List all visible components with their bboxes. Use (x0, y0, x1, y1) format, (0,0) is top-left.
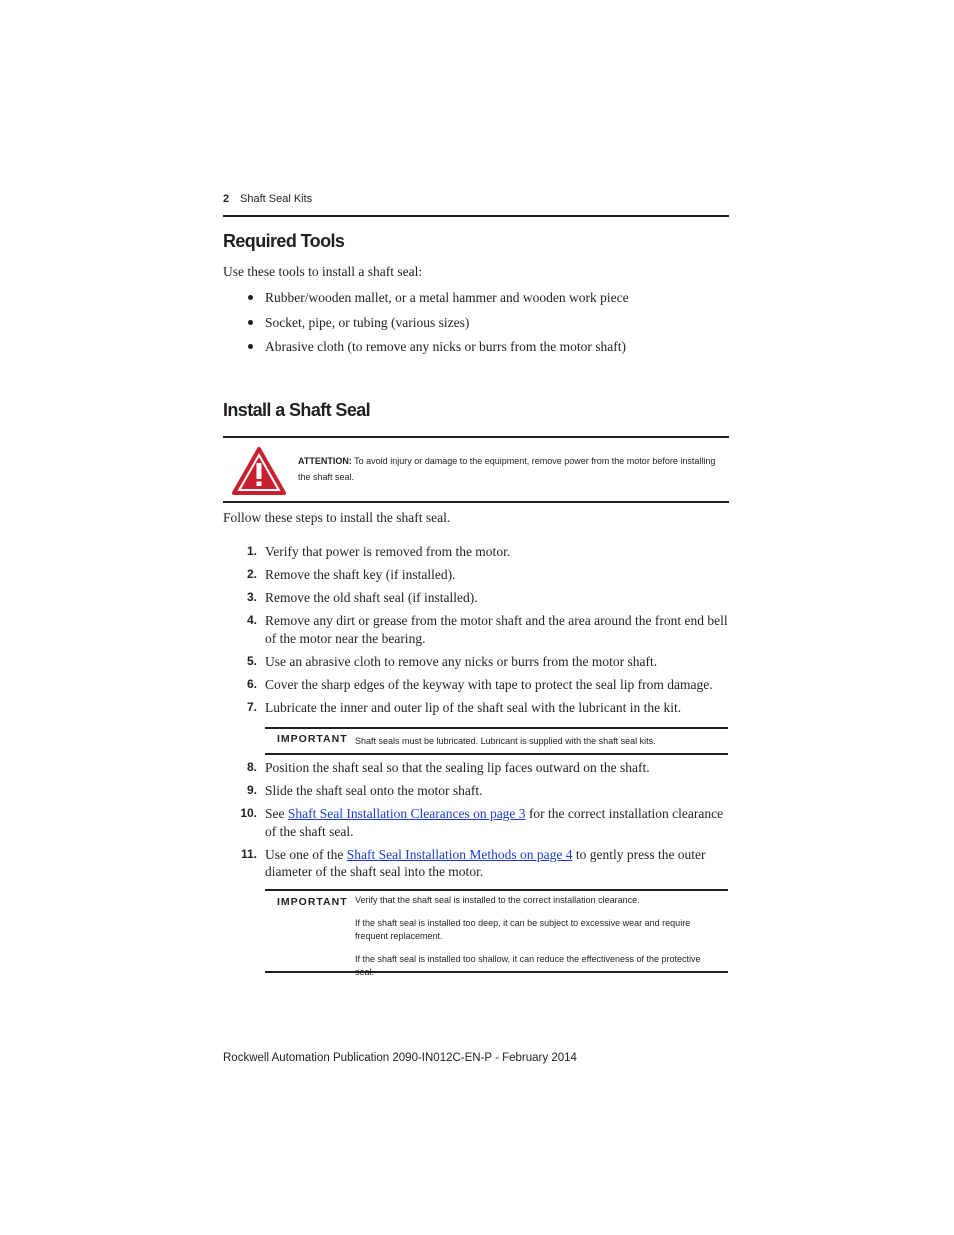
bullet-icon (248, 320, 253, 325)
list-item: Socket, pipe, or tubing (various sizes) (223, 314, 729, 339)
bullet-icon (248, 344, 253, 349)
required-tools-heading: Required Tools (223, 231, 345, 251)
important-text: Shaft seals must be lubricated. Lubricant is supplied with the shaft seal kits. (355, 736, 656, 746)
list-item: Abrasive cloth (to remove any nicks or burrs from the motor shaft) (223, 338, 729, 363)
install-heading: Install a Shaft Seal (223, 400, 371, 420)
page-footer: Rockwell Automation Publication 2090-IN012C-EN-P - February 2014 (223, 1052, 577, 1064)
important-label: IMPORTANT (277, 733, 348, 745)
steps-list-continued (223, 759, 729, 886)
important-box-clearance (265, 889, 728, 977)
list-item: 11. Use one of the Shaft Seal Installation Methods on page 4 to gently press the outer diameter of the shaft seal into the motor. (240, 846, 706, 879)
page-number: 2 (223, 193, 230, 205)
steps-list (223, 543, 729, 722)
important-text: Verify that the shaft seal is installed to the correct installation clearance. If the shaft seal is installed too deep, it can be subject to excessive wear and require frequent replacement. If the shaft seal is installed too shallow, it can reduce the effectiveness of the protective seal. (355, 895, 701, 977)
required-tools-intro: Use these tools to install a shaft seal: (223, 264, 423, 279)
link-installation-clearances[interactable]: Shaft Seal Installation Clearances on page 3 (287, 806, 526, 821)
attention-label: ATTENTION: (298, 456, 352, 466)
list-item: 3. Remove the old shaft seal (if installed). (246, 590, 478, 605)
list-item: 4. Remove any dirt or grease from the motor shaft and the area around the front end bell of the motor near the bearing. (246, 613, 728, 646)
list-item: 10. See Shaft Seal Installation Clearances on page 3 for the correct installation clearance of the shaft seal. (240, 806, 724, 839)
list-item: 1. Verify that power is removed from the motor. (246, 544, 511, 559)
running-header-title: Shaft Seal Kits (240, 193, 313, 205)
list-item: 6. Cover the sharp edges of the keyway with tape to protect the seal lip from damage. (246, 676, 713, 692)
important-label: IMPORTANT (277, 896, 348, 908)
list-item: 5. Use an abrasive cloth to remove any nicks or burrs from the motor shaft. (246, 653, 658, 669)
list-item: 8. Position the shaft seal so that the sealing lip faces outward on the shaft. (246, 760, 650, 775)
list-item: Rubber/wooden mallet, or a metal hammer and wooden work piece (223, 289, 729, 314)
list-item: 2. Remove the shaft key (if installed). (246, 567, 456, 582)
warning-triangle-icon (231, 446, 287, 496)
attention-box (223, 436, 729, 503)
install-intro: Follow these steps to install the shaft seal. (223, 510, 451, 525)
link-installation-methods[interactable]: Shaft Seal Installation Methods on page 4 (346, 846, 573, 862)
list-item: 7. Lubricate the inner and outer lip of the shaft seal with the lubricant in the kit. (246, 699, 682, 715)
running-header (223, 193, 729, 217)
attention-text: ATTENTION: To avoid injury or damage to the equipment, remove power from the motor before installing the shaft seal. (298, 456, 716, 482)
tools-list (223, 289, 729, 363)
important-box-lubrication (265, 727, 728, 755)
bullet-icon (248, 295, 253, 300)
list-item: 9. Slide the shaft seal onto the motor shaft. (246, 783, 483, 798)
